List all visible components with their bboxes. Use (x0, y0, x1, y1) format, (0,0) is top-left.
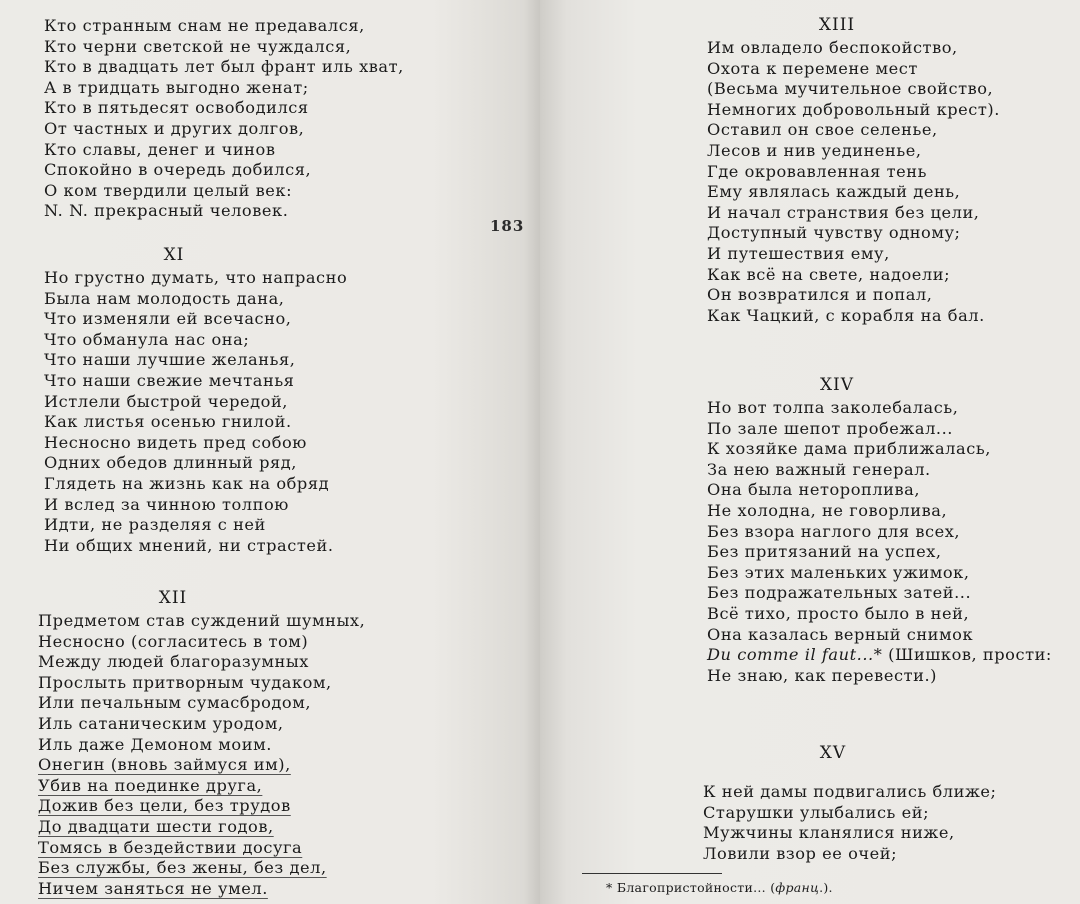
verse-line: Как Чацкий, с корабля на бал. (707, 305, 985, 325)
verse-line: Без подражательных затей... (707, 583, 972, 603)
verse-line: Несносно видеть пред собою (44, 432, 307, 452)
stanza-number: XIV (819, 375, 855, 395)
verse-line: Он возвратился и попал, (707, 285, 933, 305)
verse-line: Одних обедов длинный ряд, (44, 453, 298, 473)
verse-line: Охота к перемене мест (707, 58, 918, 78)
verse-line: Без притязаний на успех, (707, 542, 942, 562)
verse-line: Что наши лучшие желанья, (44, 350, 296, 370)
stanza-continued (44, 16, 404, 222)
verse-line: О ком твердили целый век: (44, 180, 293, 200)
verse-line: Немногих добровольный крест). (707, 99, 1000, 119)
verse-line: Иль сатаническим уродом, (38, 713, 284, 733)
verse-line: Что изменяли ей всечасно, (44, 309, 292, 329)
verse-line: Онегин (вновь займуся им), (38, 755, 291, 775)
verse-line: Дожив без цели, без трудов (38, 796, 291, 816)
verse-line: Спокойно в очередь добился, (44, 160, 312, 180)
verse-line: Лесов и нив уединенье, (707, 140, 922, 160)
verse-line: (Весьма мучительное свойство, (707, 79, 994, 99)
verse-line: Или печальным сумасбродом, (38, 693, 312, 713)
verse-line: Ему являлась каждый день, (707, 182, 961, 202)
verse-line: За нею важный генерал. (707, 459, 931, 479)
verse-line: Томясь в бездействии досуга (38, 837, 303, 857)
stanza-xi (44, 244, 404, 556)
verse-line: Им овладело беспокойство, (707, 38, 958, 57)
verse-line: Старушки улыбались ей; (703, 802, 930, 822)
verse-line: Иль даже Демоном моим. (38, 734, 272, 754)
verse-line: Убив на поединке друга, (38, 775, 263, 795)
verse-line: Истлели быстрой чередой, (44, 391, 288, 411)
verse-line: Что наши свежие мечтанья (44, 370, 295, 390)
verse-line: Но грустно думать, что напрасно (44, 268, 348, 287)
verse-line: Что обманула нас она; (44, 329, 250, 349)
verse-line: Прослыть притворным чудаком, (38, 672, 332, 692)
verse-line: Она казалась верный снимок (707, 624, 974, 644)
page-number: 183 (490, 217, 525, 235)
verse-line: Была нам молодость дана, (44, 288, 285, 308)
verse-line: Кто в пятьдесят освободился (44, 98, 309, 118)
verse-line: Ни общих мнений, ни страстей. (44, 535, 334, 555)
verse-line: Du comme il faut...* (Шишков, прости: (707, 645, 1052, 665)
verse-line: Как всё на свете, надоели; (707, 264, 951, 284)
french-phrase: Du comme il faut...* (707, 645, 883, 665)
right-page (540, 0, 1080, 904)
verse-line: Кто черни светской не чуждался, (44, 36, 352, 56)
verse-line: Без взора наглого для всех, (707, 521, 961, 541)
verse-line: Без этих маленьких ужимок, (707, 562, 970, 582)
verse-line: Без службы, без жены, без дел, (38, 858, 327, 878)
verse-line: Не знаю, как перевести.) (707, 665, 937, 685)
verse-line: Не холодна, не говорлива, (707, 500, 948, 520)
stanza-xv (703, 742, 997, 864)
stanza-number: XV (819, 743, 847, 763)
verse-line: Всё тихо, просто было в ней, (707, 603, 970, 623)
stanza-number: XIII (818, 15, 856, 35)
verse-line: И путешествия ему, (707, 243, 890, 263)
verse-line: Предметом став суждений шумных, (38, 611, 366, 630)
verse-line: И начал странствия без цели, (707, 202, 980, 222)
stanza-xiii (707, 14, 1000, 326)
verse-line: Идти, не разделяя с ней (44, 515, 266, 535)
verse-line: По зале шепот пробежал... (707, 418, 953, 438)
verse-line: Между людей благоразумных (38, 652, 309, 672)
verse-line: Где окровавленная тень (707, 161, 927, 181)
verse-line: Кто в двадцать лет был франт иль хват, (44, 57, 404, 77)
verse-line: N. N. прекрасный человек. (44, 201, 289, 221)
verse-line: Несносно (согласитесь в том) (38, 631, 309, 651)
verse-line: Оставил он свое селенье, (707, 120, 938, 140)
verse-line: Глядеть на жизнь как на обряд (44, 473, 330, 493)
verse-line: Она была нетороплива, (707, 480, 921, 500)
verse-line: Как листья осенью гнилой. (44, 412, 292, 432)
verse-line: Ничем заняться не умел. (38, 878, 268, 898)
stanza-xii (38, 587, 398, 899)
verse-line: Ловили взор ее очей; (703, 843, 898, 863)
verse-line: Но вот толпа заколебалась, (707, 398, 959, 417)
verse-line: А в тридцать выгодно женат; (44, 77, 309, 97)
verse-line: До двадцати шести годов, (38, 816, 274, 836)
verse-line: И вслед за чинною толпою (44, 494, 289, 514)
verse-line: Доступный чувству одному; (707, 223, 961, 243)
verse-line: От частных и других долгов, (44, 118, 305, 138)
verse-line: Кто славы, денег и чинов (44, 139, 276, 159)
verse-line: К ней дамы подвигались ближе; (703, 782, 997, 801)
stanza-number: XII (158, 588, 188, 608)
verse-line: К хозяйке дама приближалась, (707, 439, 991, 459)
verse-line: Кто странным снам не предавался, (44, 16, 365, 35)
footnote: * Благопристойности... (франц.). (606, 880, 833, 895)
footnote-rule (582, 873, 722, 874)
stanza-xiv (707, 374, 1052, 686)
stanza-number: XI (163, 245, 185, 265)
verse-line: Мужчины кланялися ниже, (703, 823, 955, 843)
